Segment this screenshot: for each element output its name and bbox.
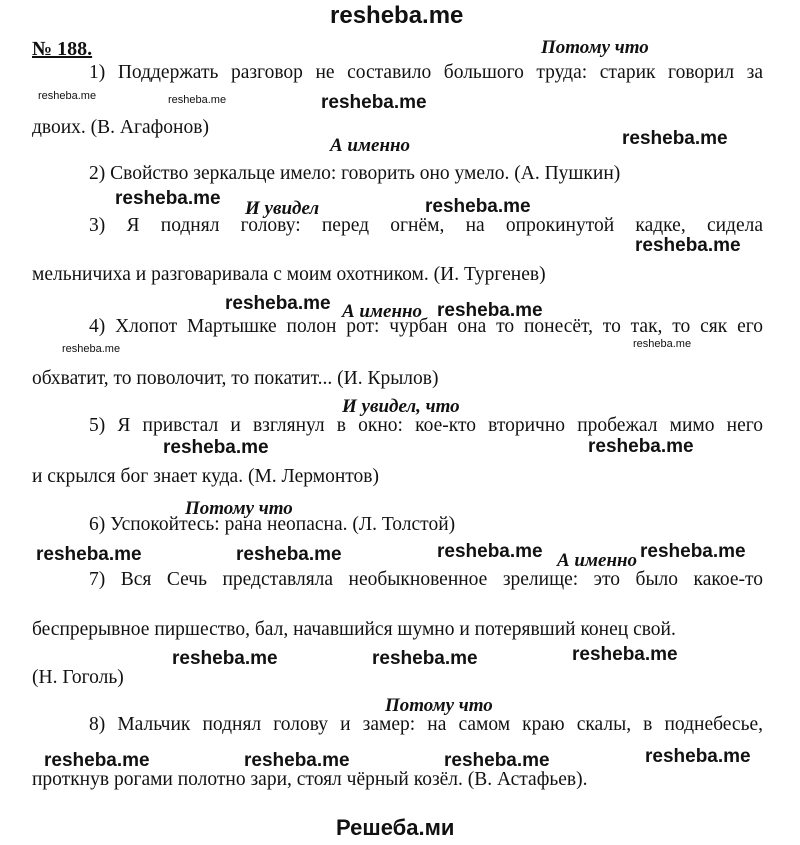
watermark: resheba.me: [572, 644, 678, 665]
sentence-4-line-1: 4) Хлопот Мартышке полон рот: чурбан она то понесёт, то так, то сяк его: [89, 316, 763, 337]
watermark: resheba.me: [437, 300, 543, 321]
insertion-4: А именно: [342, 301, 423, 322]
insertion-8: Потому что: [385, 695, 493, 716]
sentence-8-line-1: 8) Мальчик поднял голову и замер: на самом краю скалы, в поднебесье,: [89, 714, 763, 735]
footer-title[interactable]: Решеба.ми: [336, 815, 455, 840]
insertion-2: А именно: [330, 135, 411, 156]
watermark: resheba.me: [372, 648, 478, 669]
watermark: resheba.me: [588, 436, 694, 457]
sentence-1-line-2: двоих. (В. Агафонов): [32, 117, 209, 138]
watermark: resheba.me: [225, 293, 331, 314]
sentence-1-line-1: 1) Поддержать разговор не составило большого труда: старик говорил за: [89, 62, 763, 83]
watermark: resheba.me: [425, 196, 531, 217]
watermark-small: resheba.me: [168, 94, 227, 106]
insertion-5: И увидел, что: [342, 396, 460, 417]
sentence-7-line-3: (Н. Гоголь): [32, 667, 124, 688]
sentence-7-line-1: 7) Вся Сечь представляла необыкновенное зрелище: это было какое-то: [89, 569, 763, 590]
sentence-3-line-2: мельничиха и разговаривала с моим охотником. (И. Тургенев): [32, 264, 546, 285]
watermark: resheba.me: [236, 544, 342, 565]
sentence-6: 6) Успокойтесь: рана неопасна. (Л. Толстой): [89, 514, 456, 535]
watermark: resheba.me: [244, 750, 350, 771]
watermark: resheba.me: [437, 541, 543, 562]
watermark: resheba.me: [115, 188, 221, 209]
sentence-5-line-1: 5) Я привстал и взглянул в окно: кое-кто вторично пробежал мимо него: [89, 415, 763, 436]
watermark-small: resheba.me: [38, 90, 97, 102]
watermark: resheba.me: [36, 544, 142, 565]
watermark: resheba.me: [44, 750, 150, 771]
watermark: resheba.me: [444, 750, 550, 771]
watermark: resheba.me: [163, 437, 269, 458]
watermark: resheba.me: [172, 648, 278, 669]
insertion-3: И увидел: [245, 198, 320, 219]
sentence-4-line-2: обхватит, то поволочит, то покатит... (И. Крылов): [32, 368, 439, 389]
watermark: resheba.me: [635, 235, 741, 256]
sentence-8-line-2: проткнув рогами полотно зари, стоял чёрный козёл. (В. Астафьев).: [32, 769, 588, 790]
watermark: resheba.me: [645, 746, 751, 767]
watermark: resheba.me: [321, 92, 427, 113]
watermark: resheba.me: [622, 128, 728, 149]
watermark-small: resheba.me: [62, 343, 121, 355]
sentence-7-line-2: беспрерывное пиршество, бал, начавшийся шумно и потерявший конец свой.: [32, 619, 676, 640]
insertion-6: Потому что: [185, 498, 293, 519]
sentence-2: 2) Свойство зеркальце имело: говорить оно умело. (А. Пушкин): [89, 163, 621, 184]
sentence-3-line-1: 3) Я поднял голову: перед огнём, на опрокинутой кадке, сидела: [89, 215, 763, 236]
site-title[interactable]: resheba.me: [330, 2, 464, 29]
watermark: resheba.me: [640, 541, 746, 562]
sentence-5-line-2: и скрылся бог знает куда. (М. Лермонтов): [32, 466, 379, 487]
insertion-7: А именно: [557, 550, 638, 571]
insertion-1: Потому что: [541, 37, 649, 58]
watermark-small: resheba.me: [633, 338, 692, 350]
exercise-number: № 188.: [32, 38, 93, 60]
